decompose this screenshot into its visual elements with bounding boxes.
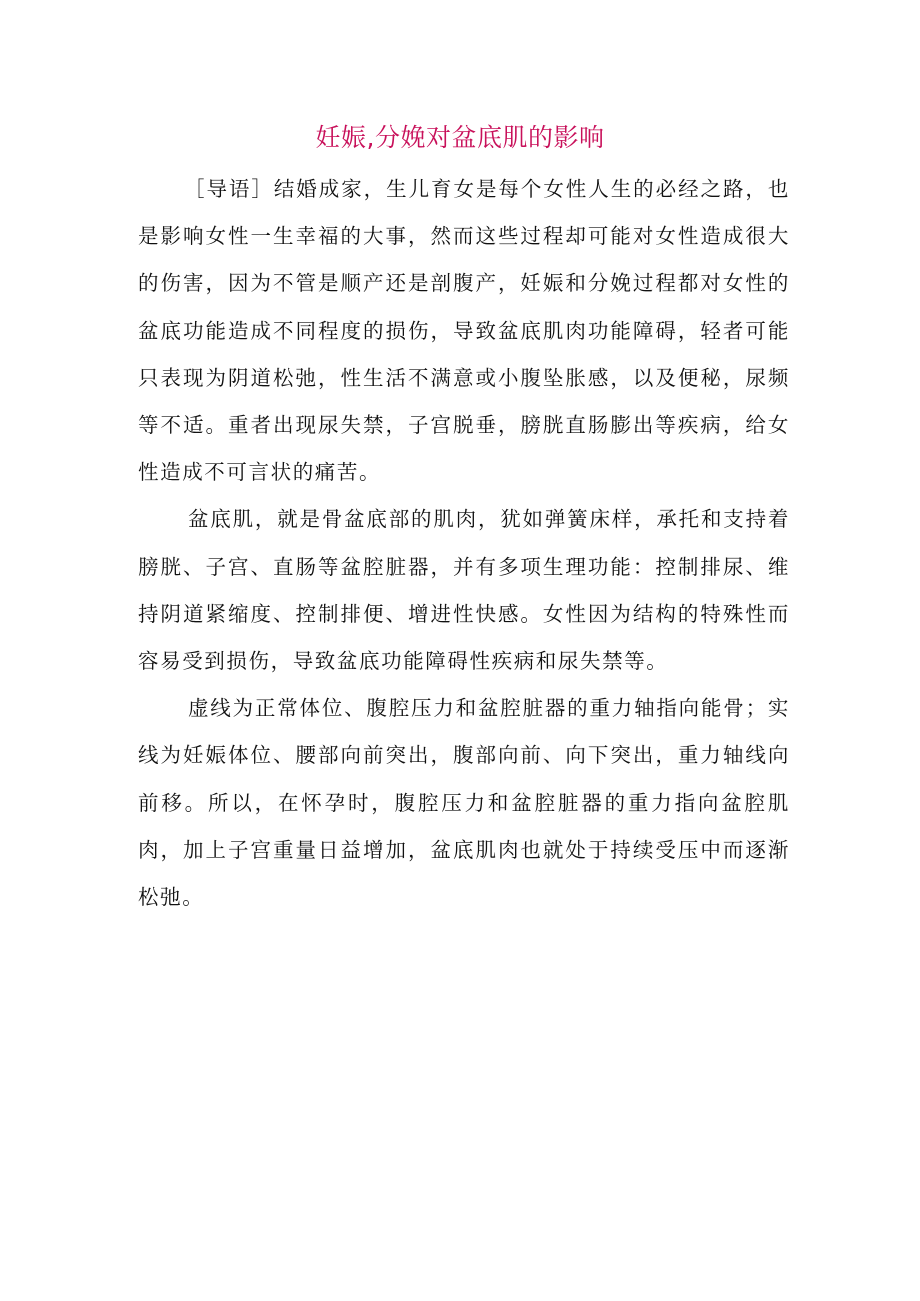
paragraph-intro: ［导语］结婚成家，生儿育女是每个女性人生的必经之路，也是影响女性一生幸福的大事，然而这些过程却可能对女性造成很大的伤害，因为不管是顺产还是剖腹产，妊娠和分娩过程都对女性的盆底功能造成不同程度的损伤，导致盆底肌肉功能障碍，轻者可能只表现为阴道松弛，性生活不满意或小腹坠胀感，以及便秘，尿频等不适。重者出现尿失禁，子宫脱垂，膀胱直肠膨出等疾病，给女性造成不可言状的痛苦。 (138, 177, 790, 485)
paragraph-pelvic-floor-definition: 盆底肌，就是骨盆底部的肌肉，犹如弹簧床样，承托和支持着膀胱、子宫、直肠等盆腔脏器，并有多项生理功能：控制排尿、维持阴道紧缩度、控制排便、增进性快感。女性因为结构的特殊性而容易受到损伤，导致盆底功能障碍性疾病和尿失禁等。 (138, 507, 790, 674)
document-body (138, 166, 790, 921)
document-title: 妊娠,分娩对盆底肌的影响 (315, 123, 605, 152)
paragraph-gravity-axis: 虚线为正常体位、腹腔压力和盆腔脏器的重力轴指向能骨；实线为妊娠体位、腰部向前突出，腹部向前、向下突出，重力轴线向前移。所以，在怀孕时，腹腔压力和盆腔脏器的重力指向盆腔肌肉，加上子宫重量日益增加，盆底肌肉也就处于持续受压中而逐渐松弛。 (138, 696, 790, 910)
